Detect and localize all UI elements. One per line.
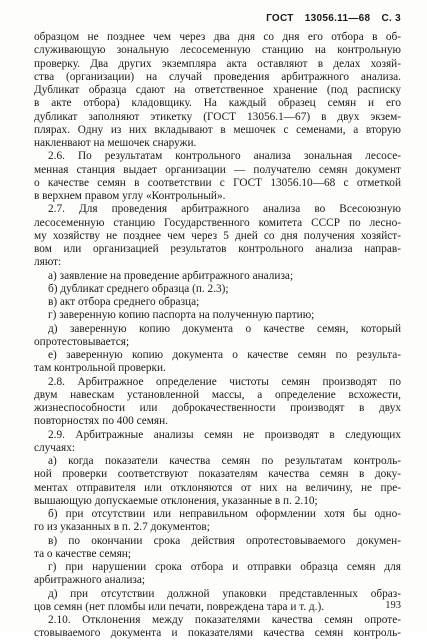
standard-number: 13056.11—68 [304, 13, 371, 24]
text-line: г) заверенную копию паспорта на полученную партию; [48, 309, 315, 322]
text-line: опротестовывается; [34, 335, 130, 348]
text-line: образцом не позднее чем через два дня со дня его отбора в об- [34, 31, 401, 43]
text-line: там контрольной проверки. [34, 362, 166, 375]
text-line: жизнеспособности или доброкачественности производят в двух [34, 402, 401, 414]
text-line: повторностях по 400 семян. [34, 415, 168, 428]
text-line: в акте отбора) кладовщику. На каждый образец семян и его [34, 97, 401, 110]
text-line: стовываемого документа и показателями качества семян контроль- [34, 627, 401, 640]
text-line: 2.9. Арбитражные анализы семян не производят в следующих [48, 428, 401, 441]
text-line: арбитражного анализа; [34, 574, 145, 587]
text-line: ментах отправителя или отклоняются от них на величину, не пре- [34, 481, 401, 494]
text-line: в) по окончании срока действия опротестовываемого докумен- [48, 534, 401, 547]
text-line: накленвают на мешочек снаружи. [34, 137, 197, 149]
text-line: д) заверенную копию документа о качестве семян, который [48, 322, 401, 335]
document-body [34, 31, 401, 641]
text-line: му хозяйству не позднее чем через 5 дней со дня получения хозяйст- [34, 229, 401, 242]
text-line: проверку. Два других экземпляра акта оставляют в делах хозяй- [34, 57, 401, 70]
text-line: лесосеменную станцию Государственного комитета СССР по лесно- [34, 216, 401, 229]
text-line: о качестве семян в соответствии с ГОСТ 13056.10—68 с отметкой [34, 176, 401, 189]
text-line: 2.7. Для проведения арбитражного анализа во Всесоюзную [48, 203, 401, 216]
text-line: плярах. Одну из них вкладывают в мешочек с семенами, а вторую [34, 123, 401, 136]
text-line: в верхнем правом углу «Контрольный». [34, 190, 226, 202]
header-page-label: С. 3 [381, 13, 401, 24]
text-line: го из указанных в п. 2.7 документов; [34, 521, 210, 534]
text-line: 2.8. Арбитражное определение чистоты семян производят по [48, 375, 401, 388]
text-line: ной проверки соответствуют показателям качества семян в доку- [34, 468, 401, 481]
text-line: та о качестве семян; [34, 547, 131, 560]
text-line: вом или организацией результатов контрольного анализа направ- [34, 243, 401, 255]
text-line: Дубликат образца сдают на ответственное хранение (под расписку [34, 84, 401, 96]
text-line: двум навескам установленной массы, а определение всхожести, [34, 388, 401, 401]
text-line: б) при отсутствии или неправильном оформлении хотя бы одно- [48, 508, 401, 520]
page-number: 193 [385, 600, 401, 611]
text-line: ляют: [34, 256, 62, 269]
standard-label: ГОСТ [266, 13, 294, 24]
text-line: случаях: [34, 441, 75, 454]
text-line: 2.6. По результатам контрольного анализа зональная лесосе- [48, 150, 401, 163]
text-line: цов семян (нет пломбы или печати, повреждена тара и т. д.). [34, 600, 325, 613]
text-line: дубликат заполняют этикетку (ГОСТ 13056.1—67) в двух экзем- [34, 110, 401, 123]
text-line: г) при нарушении срока отбора и отправки образца семян для [48, 561, 401, 573]
text-line: 2.10. Отклонения между показателями качества семян опроте- [48, 614, 401, 626]
text-line: б) дубликат среднего образца (п. 2.3); [48, 282, 229, 295]
text-line: служивающую зональную лесосеменную станцию на контрольную [34, 44, 401, 57]
text-line: е) заверенную копию документа о качестве семян по результа- [48, 349, 401, 361]
text-line: а) заявление на проведение арбитражного анализа; [48, 269, 294, 282]
text-line: вышающую допускаемые отклонения, указанные в п. 2.10; [34, 494, 318, 507]
text-line: менная станция выдает организации — получателю семян документ [34, 163, 401, 176]
text-line: в) акт отбора среднего образца; [48, 296, 200, 308]
text-line: ства (организации) на случай проведения арбитражного анализа. [34, 70, 401, 83]
text-line: д) при отсутствии должной упаковки представленных образ- [48, 587, 401, 600]
text-line: а) когда показатели качества семян по результатам контроль- [48, 455, 401, 467]
page-header [266, 13, 401, 24]
